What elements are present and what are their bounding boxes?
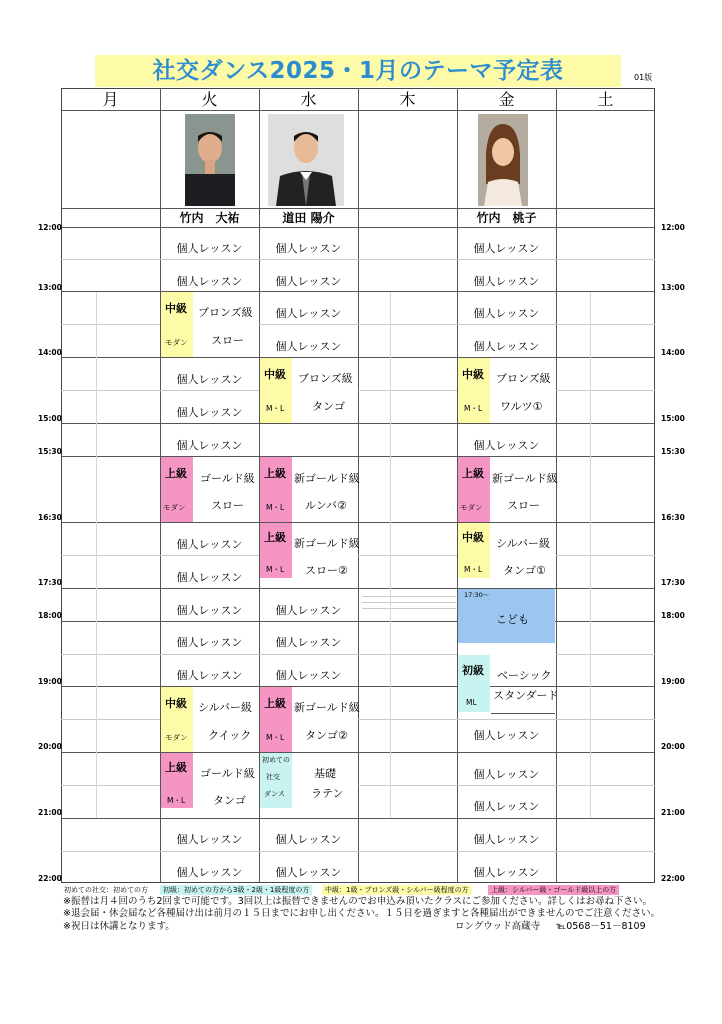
half-hour-line: [362, 608, 456, 609]
class-dance: タンゴ: [213, 794, 246, 807]
class-name: 基礎: [314, 767, 336, 780]
half-hour-line: [358, 785, 655, 786]
studio-phone: ℡0568－51－8109: [556, 921, 646, 932]
private-lesson: 個人レッスン: [176, 604, 243, 617]
time-label: 14:00: [38, 348, 62, 357]
private-lesson: 個人レッスン: [275, 307, 342, 320]
half-hour-line: [556, 555, 655, 556]
half-hour-line: [61, 390, 259, 391]
note-withdrawal: ※退会届・休会届など各種届け出は前月の１５日までにお申し出ください。１５日を過ぎますと各種届出ができませんのでご注意ください。: [63, 908, 660, 919]
legend-intermediate: 中級：1級・ブロンズ級・シルバー級程度の方: [322, 885, 472, 895]
class-name: ゴールド級: [200, 472, 255, 485]
half-hour-line: [358, 555, 457, 556]
private-lesson: 個人レッスン: [176, 242, 243, 255]
row-divider: [61, 752, 655, 753]
teacher-photo-wed: [268, 114, 344, 206]
row-divider: [61, 588, 655, 589]
class-dance: ルンバ②: [305, 499, 347, 512]
private-lesson: 個人レッスン: [176, 866, 243, 879]
level-badge: 上級 M・L: [260, 523, 292, 578]
private-lesson: 個人レッスン: [176, 833, 243, 846]
row-divider: [61, 686, 655, 687]
class-dance: スタンダード: [493, 689, 559, 702]
half-hour-line: [259, 324, 655, 325]
private-lesson: 個人レッスン: [473, 729, 540, 742]
minor-column-line: [590, 292, 591, 818]
row-divider: [61, 357, 655, 358]
private-lesson: 個人レッスン: [176, 275, 243, 288]
time-label: 14:00: [661, 348, 685, 357]
half-hour-line: [61, 785, 160, 786]
row-divider: [61, 227, 655, 228]
private-lesson: 個人レッスン: [176, 373, 243, 386]
time-label: 17:30: [38, 578, 62, 587]
private-lesson: 個人レッスン: [176, 571, 243, 584]
private-lesson: 個人レッスン: [473, 833, 540, 846]
page-title: 社交ダンス2025・1月のテーマ予定表: [152, 58, 564, 84]
private-lesson: 個人レッスン: [176, 439, 243, 452]
half-hour-line: [160, 555, 259, 556]
day-header-fri: 金: [498, 90, 515, 109]
time-label: 21:00: [661, 808, 685, 817]
class-name: シルバー級: [496, 537, 550, 550]
class-dance: タンゴ②: [305, 729, 348, 742]
level-badge: 上級 M・L: [161, 753, 193, 808]
level-badge: 中級 M・L: [458, 358, 490, 423]
time-label: 12:00: [38, 223, 62, 232]
time-label: 13:00: [661, 283, 685, 292]
class-name: シルバー級: [198, 701, 252, 714]
row-divider: [61, 456, 655, 457]
day-header-sat: 土: [597, 90, 614, 109]
level-badge: 上級 M・L: [260, 687, 292, 752]
level-badge: 上級 M・L: [260, 457, 292, 522]
half-hour-line: [362, 602, 456, 603]
time-label: 22:00: [38, 874, 62, 883]
class-dance: ラテン: [311, 787, 344, 800]
level-badge: 初級 ML: [458, 655, 490, 712]
time-label: 18:00: [38, 611, 62, 620]
day-header-tue: 火: [201, 90, 218, 109]
class-dance: タンゴ: [312, 400, 345, 413]
time-label: 15:00: [661, 414, 685, 423]
teacher-name-fri: 竹内 桃子: [476, 211, 537, 225]
private-lesson: 個人レッスン: [176, 406, 243, 419]
time-label: 12:00: [661, 223, 685, 232]
day-header-thu: 木: [399, 90, 416, 109]
legend-advanced: 上級：シルバー級・ゴールド級以上の方: [488, 885, 619, 895]
legend-elementary: 初級：初めての方から3級・2級・1級程度の方: [160, 885, 312, 895]
level-badge: 中級 M・L: [260, 358, 292, 423]
time-label: 22:00: [661, 874, 685, 883]
private-lesson: 個人レッスン: [275, 340, 342, 353]
minor-column-line: [96, 292, 97, 818]
half-hour-line: [61, 654, 457, 655]
class-dance: ワルツ①: [500, 400, 543, 413]
private-lesson: 個人レッスン: [275, 866, 342, 879]
private-lesson: 個人レッスン: [176, 669, 243, 682]
half-hour-line: [358, 390, 457, 391]
half-hour-line: [61, 851, 655, 852]
private-lesson: 個人レッスン: [275, 669, 342, 682]
time-label: 15:30: [661, 447, 685, 456]
minor-column-line: [390, 292, 391, 818]
teacher-name-wed: 道田 陽介: [282, 211, 335, 225]
private-lesson: 個人レッスン: [176, 538, 243, 551]
half-hour-line: [358, 719, 655, 720]
private-lesson: 個人レッスン: [473, 768, 540, 781]
private-lesson: 個人レッスン: [275, 833, 342, 846]
row-divider: [61, 110, 655, 111]
private-lesson: 個人レッスン: [275, 636, 342, 649]
class-dance: スロー②: [305, 564, 348, 577]
note-transfer: ※振替は月４回のうち2回まで可能です。3回以上は振替できませんのでお申込み頂いたクラスにご参加ください。詳しくはお尋ね下さい。: [63, 896, 653, 907]
class-name: ブロンズ級: [298, 372, 353, 385]
class-name: ベーシック: [497, 669, 552, 682]
private-lesson: 個人レッスン: [473, 340, 540, 353]
teacher-photo-fri: [478, 114, 528, 206]
time-label: 19:00: [661, 677, 685, 686]
private-lesson: 個人レッスン: [275, 275, 342, 288]
time-label: 13:00: [38, 283, 62, 292]
private-lesson: 個人レッスン: [473, 275, 540, 288]
class-dance: スロー: [211, 334, 244, 347]
level-badge: 上級 モダン: [161, 457, 193, 522]
row-divider: [61, 291, 655, 292]
legend-beginner: 初めての社交：初めての方: [61, 885, 151, 895]
class-name: 新ゴールド級: [294, 701, 360, 714]
class-name: ゴールド級: [200, 767, 255, 780]
class-name: ブロンズ級: [198, 306, 253, 319]
time-label: 19:00: [38, 677, 62, 686]
time-label: 15:00: [38, 414, 62, 423]
half-hour-line: [61, 719, 160, 720]
class-dance: スロー: [507, 499, 540, 512]
half-hour-line: [61, 555, 160, 556]
time-label: 20:00: [38, 742, 62, 751]
time-label: 16:30: [38, 513, 62, 522]
half-hour-line: [61, 324, 160, 325]
row-divider: [61, 621, 655, 622]
time-label: 16:30: [661, 513, 685, 522]
level-badge: 上級 モダン: [458, 457, 490, 522]
private-lesson: 個人レッスン: [176, 636, 243, 649]
row-divider: [61, 208, 655, 209]
time-label: 21:00: [38, 808, 62, 817]
class-dance: タンゴ①: [503, 564, 546, 577]
version-label: 01版: [634, 73, 653, 82]
class-name: 新ゴールド級: [294, 472, 360, 485]
level-badge: 初めての 社交 ダンス: [260, 753, 292, 808]
private-lesson: 個人レッスン: [275, 604, 342, 617]
class-name: 新ゴールド級: [492, 472, 558, 485]
private-lesson: 個人レッスン: [473, 866, 540, 879]
class-dance: クイック: [208, 729, 252, 742]
class-name: 新ゴールド級: [294, 537, 360, 550]
half-hour-line: [61, 259, 655, 260]
day-header-wed: 水: [300, 90, 317, 109]
private-lesson: 個人レッスン: [473, 800, 540, 813]
time-label: 15:30: [38, 447, 62, 456]
note-holiday: ※祝日は休講となります。: [63, 921, 175, 932]
studio-name: ロングウッド高蔵寺: [455, 921, 541, 932]
private-lesson: 個人レッスン: [473, 242, 540, 255]
level-badge: 中級 M・L: [458, 523, 490, 578]
kids-class-block: 17:30～ こども: [458, 589, 555, 643]
level-badge: 中級 モダン: [161, 687, 193, 752]
day-header-mon: 月: [102, 90, 119, 109]
row-divider: [61, 423, 655, 424]
row-divider: [491, 713, 555, 714]
half-hour-line: [362, 596, 456, 597]
half-hour-line: [556, 654, 655, 655]
time-label: 20:00: [661, 742, 685, 751]
half-hour-line: [556, 390, 655, 391]
time-label: 18:00: [661, 611, 685, 620]
level-badge: 中級 モダン: [161, 292, 193, 357]
row-divider: [61, 522, 655, 523]
teacher-name-tue: 竹内 大祐: [179, 211, 240, 225]
row-divider: [61, 818, 655, 819]
private-lesson: 個人レッスン: [473, 307, 540, 320]
private-lesson: 個人レッスン: [275, 242, 342, 255]
teacher-photo-tue: [185, 114, 235, 206]
private-lesson: 個人レッスン: [473, 439, 540, 452]
class-name: ブロンズ級: [496, 372, 551, 385]
class-dance: スロー: [211, 499, 244, 512]
time-label: 17:30: [661, 578, 685, 587]
